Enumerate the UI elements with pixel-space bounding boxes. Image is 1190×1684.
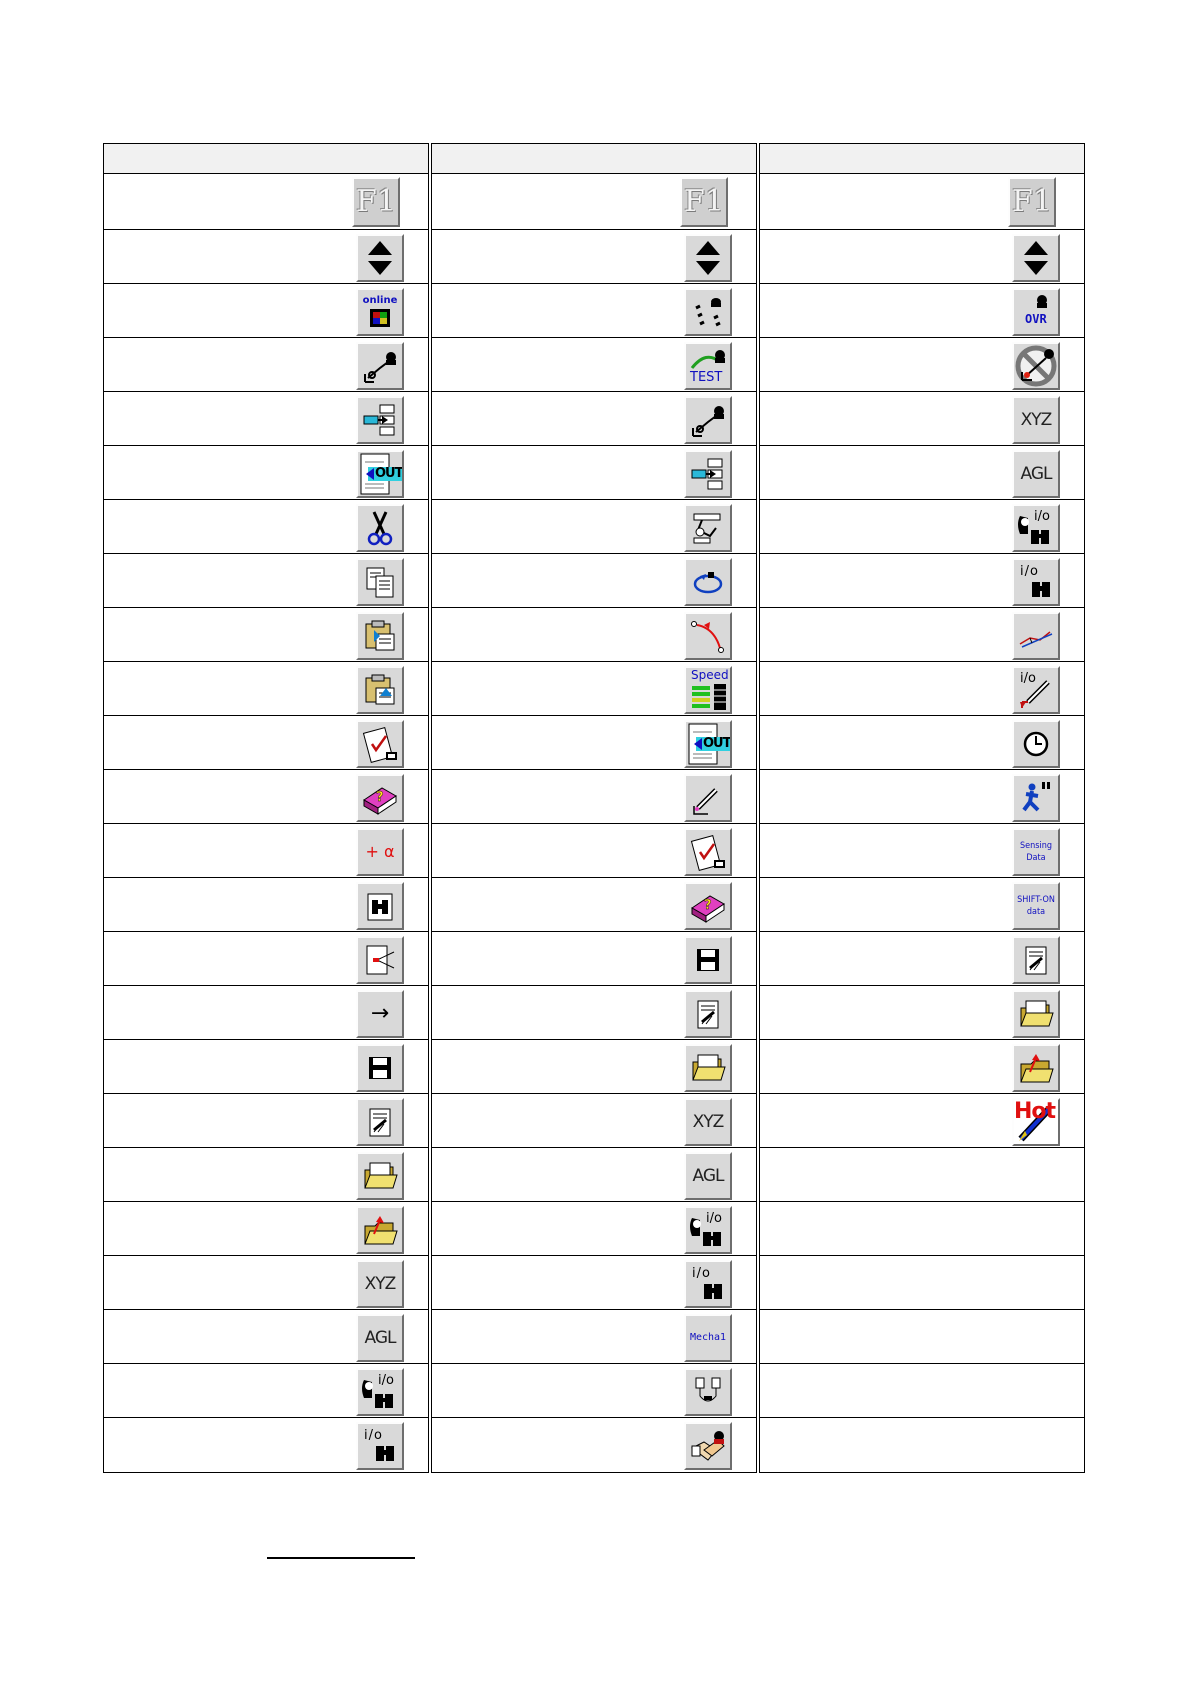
table-row — [432, 1202, 756, 1256]
xyz-icon[interactable]: XYZ — [1012, 396, 1060, 444]
io-torch-icon[interactable]: i/o — [1012, 666, 1060, 714]
table-row — [104, 554, 428, 608]
table-row — [432, 824, 756, 878]
xyz-icon[interactable]: XYZ — [684, 1098, 732, 1146]
column-2 — [431, 143, 757, 1473]
table-row — [432, 770, 756, 824]
table-row — [760, 932, 1084, 986]
table-row — [104, 284, 428, 338]
binoculars-icon[interactable] — [356, 882, 404, 930]
folder-arrow-icon[interactable] — [356, 1206, 404, 1254]
table-row — [104, 174, 428, 230]
head-io-binoculars-icon[interactable]: i/o — [356, 1368, 404, 1416]
table-row — [432, 554, 756, 608]
table-row — [104, 1310, 428, 1364]
table-row — [104, 770, 428, 824]
open-folder-icon[interactable] — [684, 1044, 732, 1092]
edit-document-icon[interactable] — [684, 990, 732, 1038]
robot-arm-icon[interactable] — [684, 504, 732, 552]
table-row — [760, 878, 1084, 932]
torch-line-icon[interactable] — [684, 774, 732, 822]
table-row — [104, 1040, 428, 1094]
table-row — [760, 662, 1084, 716]
table-row — [760, 338, 1084, 392]
page-split-icon[interactable] — [356, 936, 404, 984]
table-row — [760, 1310, 1084, 1364]
table-row — [760, 1418, 1084, 1472]
robot-torch-icon[interactable] — [356, 342, 404, 390]
handshake-icon[interactable] — [684, 1422, 732, 1470]
table-row — [432, 500, 756, 554]
shift-on-data-icon[interactable]: SHIFT-ON data — [1012, 882, 1060, 930]
paste-from-folder-icon[interactable] — [356, 612, 404, 660]
clipboard-check-icon[interactable] — [356, 720, 404, 768]
table-row — [104, 1364, 428, 1418]
table-row — [760, 1094, 1084, 1148]
data-transfer-icon[interactable] — [356, 396, 404, 444]
table-row — [760, 446, 1084, 500]
scissors-icon[interactable] — [356, 504, 404, 552]
head-io-binoculars-icon[interactable]: i/o — [684, 1206, 732, 1254]
column-3 — [759, 143, 1085, 1473]
f1-key-icon[interactable]: F1 — [352, 177, 400, 227]
table-row — [760, 1148, 1084, 1202]
agl-icon[interactable]: AGL — [1012, 450, 1060, 498]
table-row — [760, 986, 1084, 1040]
table-row — [104, 338, 428, 392]
table-row — [432, 608, 756, 662]
f1-key-icon[interactable]: F1 — [680, 177, 728, 227]
table-row — [104, 932, 428, 986]
help-book-icon[interactable] — [356, 774, 404, 822]
no-torch-icon[interactable] — [1012, 342, 1060, 390]
agl-icon[interactable]: AGL — [356, 1314, 404, 1362]
table-row — [104, 878, 428, 932]
table-row — [760, 716, 1084, 770]
right-arrow-icon[interactable]: → — [356, 990, 404, 1038]
table-row — [104, 1202, 428, 1256]
table-row — [104, 230, 428, 284]
table-row — [432, 284, 756, 338]
document-out-icon[interactable]: OUT — [356, 450, 404, 498]
table-row — [760, 392, 1084, 446]
table-row — [104, 446, 428, 500]
table-row — [432, 1094, 756, 1148]
table-row — [760, 1202, 1084, 1256]
table-row — [760, 174, 1084, 230]
running-man-icon[interactable] — [1012, 774, 1060, 822]
io-binoculars-icon[interactable]: i/o — [684, 1260, 732, 1308]
column-header — [104, 144, 428, 174]
table-row — [760, 770, 1084, 824]
table-row — [104, 1256, 428, 1310]
table-row — [760, 824, 1084, 878]
clock-icon[interactable] — [1012, 720, 1060, 768]
mechanism-icon[interactable]: Mecha1 — [684, 1314, 732, 1362]
steps-icon[interactable] — [684, 288, 732, 336]
floppy-disk-icon[interactable] — [356, 1044, 404, 1092]
agl-icon[interactable]: AGL — [684, 1152, 732, 1200]
up-down-arrows-icon[interactable] — [684, 234, 732, 282]
plus-alpha-icon[interactable]: + α — [356, 828, 404, 876]
table-row — [432, 174, 756, 230]
footnote-rule — [267, 1557, 415, 1559]
open-folder-icon[interactable] — [1012, 990, 1060, 1038]
override-icon[interactable]: OVR — [1012, 288, 1060, 336]
data-transfer-icon[interactable] — [684, 450, 732, 498]
column-header — [760, 144, 1084, 174]
table-row — [104, 662, 428, 716]
test-arc-icon[interactable]: TEST — [684, 342, 732, 390]
table-row — [104, 1418, 428, 1472]
column-header — [432, 144, 756, 174]
table-row — [432, 1418, 756, 1472]
copy-documents-icon[interactable] — [356, 558, 404, 606]
table-row — [432, 338, 756, 392]
table-row — [760, 554, 1084, 608]
table-row — [760, 1256, 1084, 1310]
table-row — [104, 1148, 428, 1202]
clipboard-check-icon[interactable] — [684, 828, 732, 876]
open-folder-icon[interactable] — [356, 1152, 404, 1200]
table-row — [432, 446, 756, 500]
table-row — [104, 608, 428, 662]
table-row — [104, 392, 428, 446]
weave-line-icon[interactable] — [1012, 612, 1060, 660]
floppy-disk-icon[interactable] — [684, 936, 732, 984]
sensing-data-icon[interactable]: Sensing Data — [1012, 828, 1060, 876]
xyz-icon[interactable]: XYZ — [356, 1260, 404, 1308]
table-row — [432, 1040, 756, 1094]
table-row — [760, 230, 1084, 284]
edit-document-icon[interactable] — [356, 1098, 404, 1146]
table-row — [760, 500, 1084, 554]
table-row — [432, 1310, 756, 1364]
curve-path-icon[interactable] — [684, 612, 732, 660]
rotate-cycle-icon[interactable] — [684, 558, 732, 606]
up-down-arrows-icon[interactable] — [1012, 234, 1060, 282]
edit-document-icon[interactable] — [1012, 936, 1060, 984]
table-row — [104, 500, 428, 554]
table-row — [432, 662, 756, 716]
table-row — [432, 230, 756, 284]
robot-torch-icon[interactable] — [684, 396, 732, 444]
table-row — [432, 392, 756, 446]
online-monitor-icon[interactable]: online — [356, 288, 404, 336]
table-row — [760, 1040, 1084, 1094]
folder-arrow-icon[interactable] — [1012, 1044, 1060, 1092]
paste-to-folder-icon[interactable] — [356, 666, 404, 714]
table-row — [432, 986, 756, 1040]
table-row — [104, 1094, 428, 1148]
document-out-icon[interactable]: OUT — [684, 720, 732, 768]
io-binoculars-icon[interactable]: i/o — [356, 1422, 404, 1470]
table-row — [432, 878, 756, 932]
io-binoculars-icon[interactable]: i/o — [1012, 558, 1060, 606]
table-row — [760, 1364, 1084, 1418]
svg-text:?: ? — [704, 898, 712, 913]
table-row — [432, 932, 756, 986]
table-row — [432, 1148, 756, 1202]
coupling-icon[interactable] — [684, 1368, 732, 1416]
table-row — [760, 284, 1084, 338]
table-row — [432, 1256, 756, 1310]
f1-key-icon[interactable]: F1 — [1008, 177, 1056, 227]
svg-text:?: ? — [376, 790, 384, 805]
table-row — [104, 986, 428, 1040]
hot-torch-icon[interactable]: Hot — [1012, 1098, 1060, 1146]
help-book-icon[interactable] — [684, 882, 732, 930]
up-down-arrows-icon[interactable] — [356, 234, 404, 282]
table-row — [104, 716, 428, 770]
column-1 — [103, 143, 429, 1473]
table-row — [104, 824, 428, 878]
speed-bars-icon[interactable]: Speed — [684, 666, 732, 714]
table-row — [432, 1364, 756, 1418]
table-row — [760, 608, 1084, 662]
table-row — [432, 716, 756, 770]
head-io-binoculars-icon[interactable]: i/o — [1012, 504, 1060, 552]
